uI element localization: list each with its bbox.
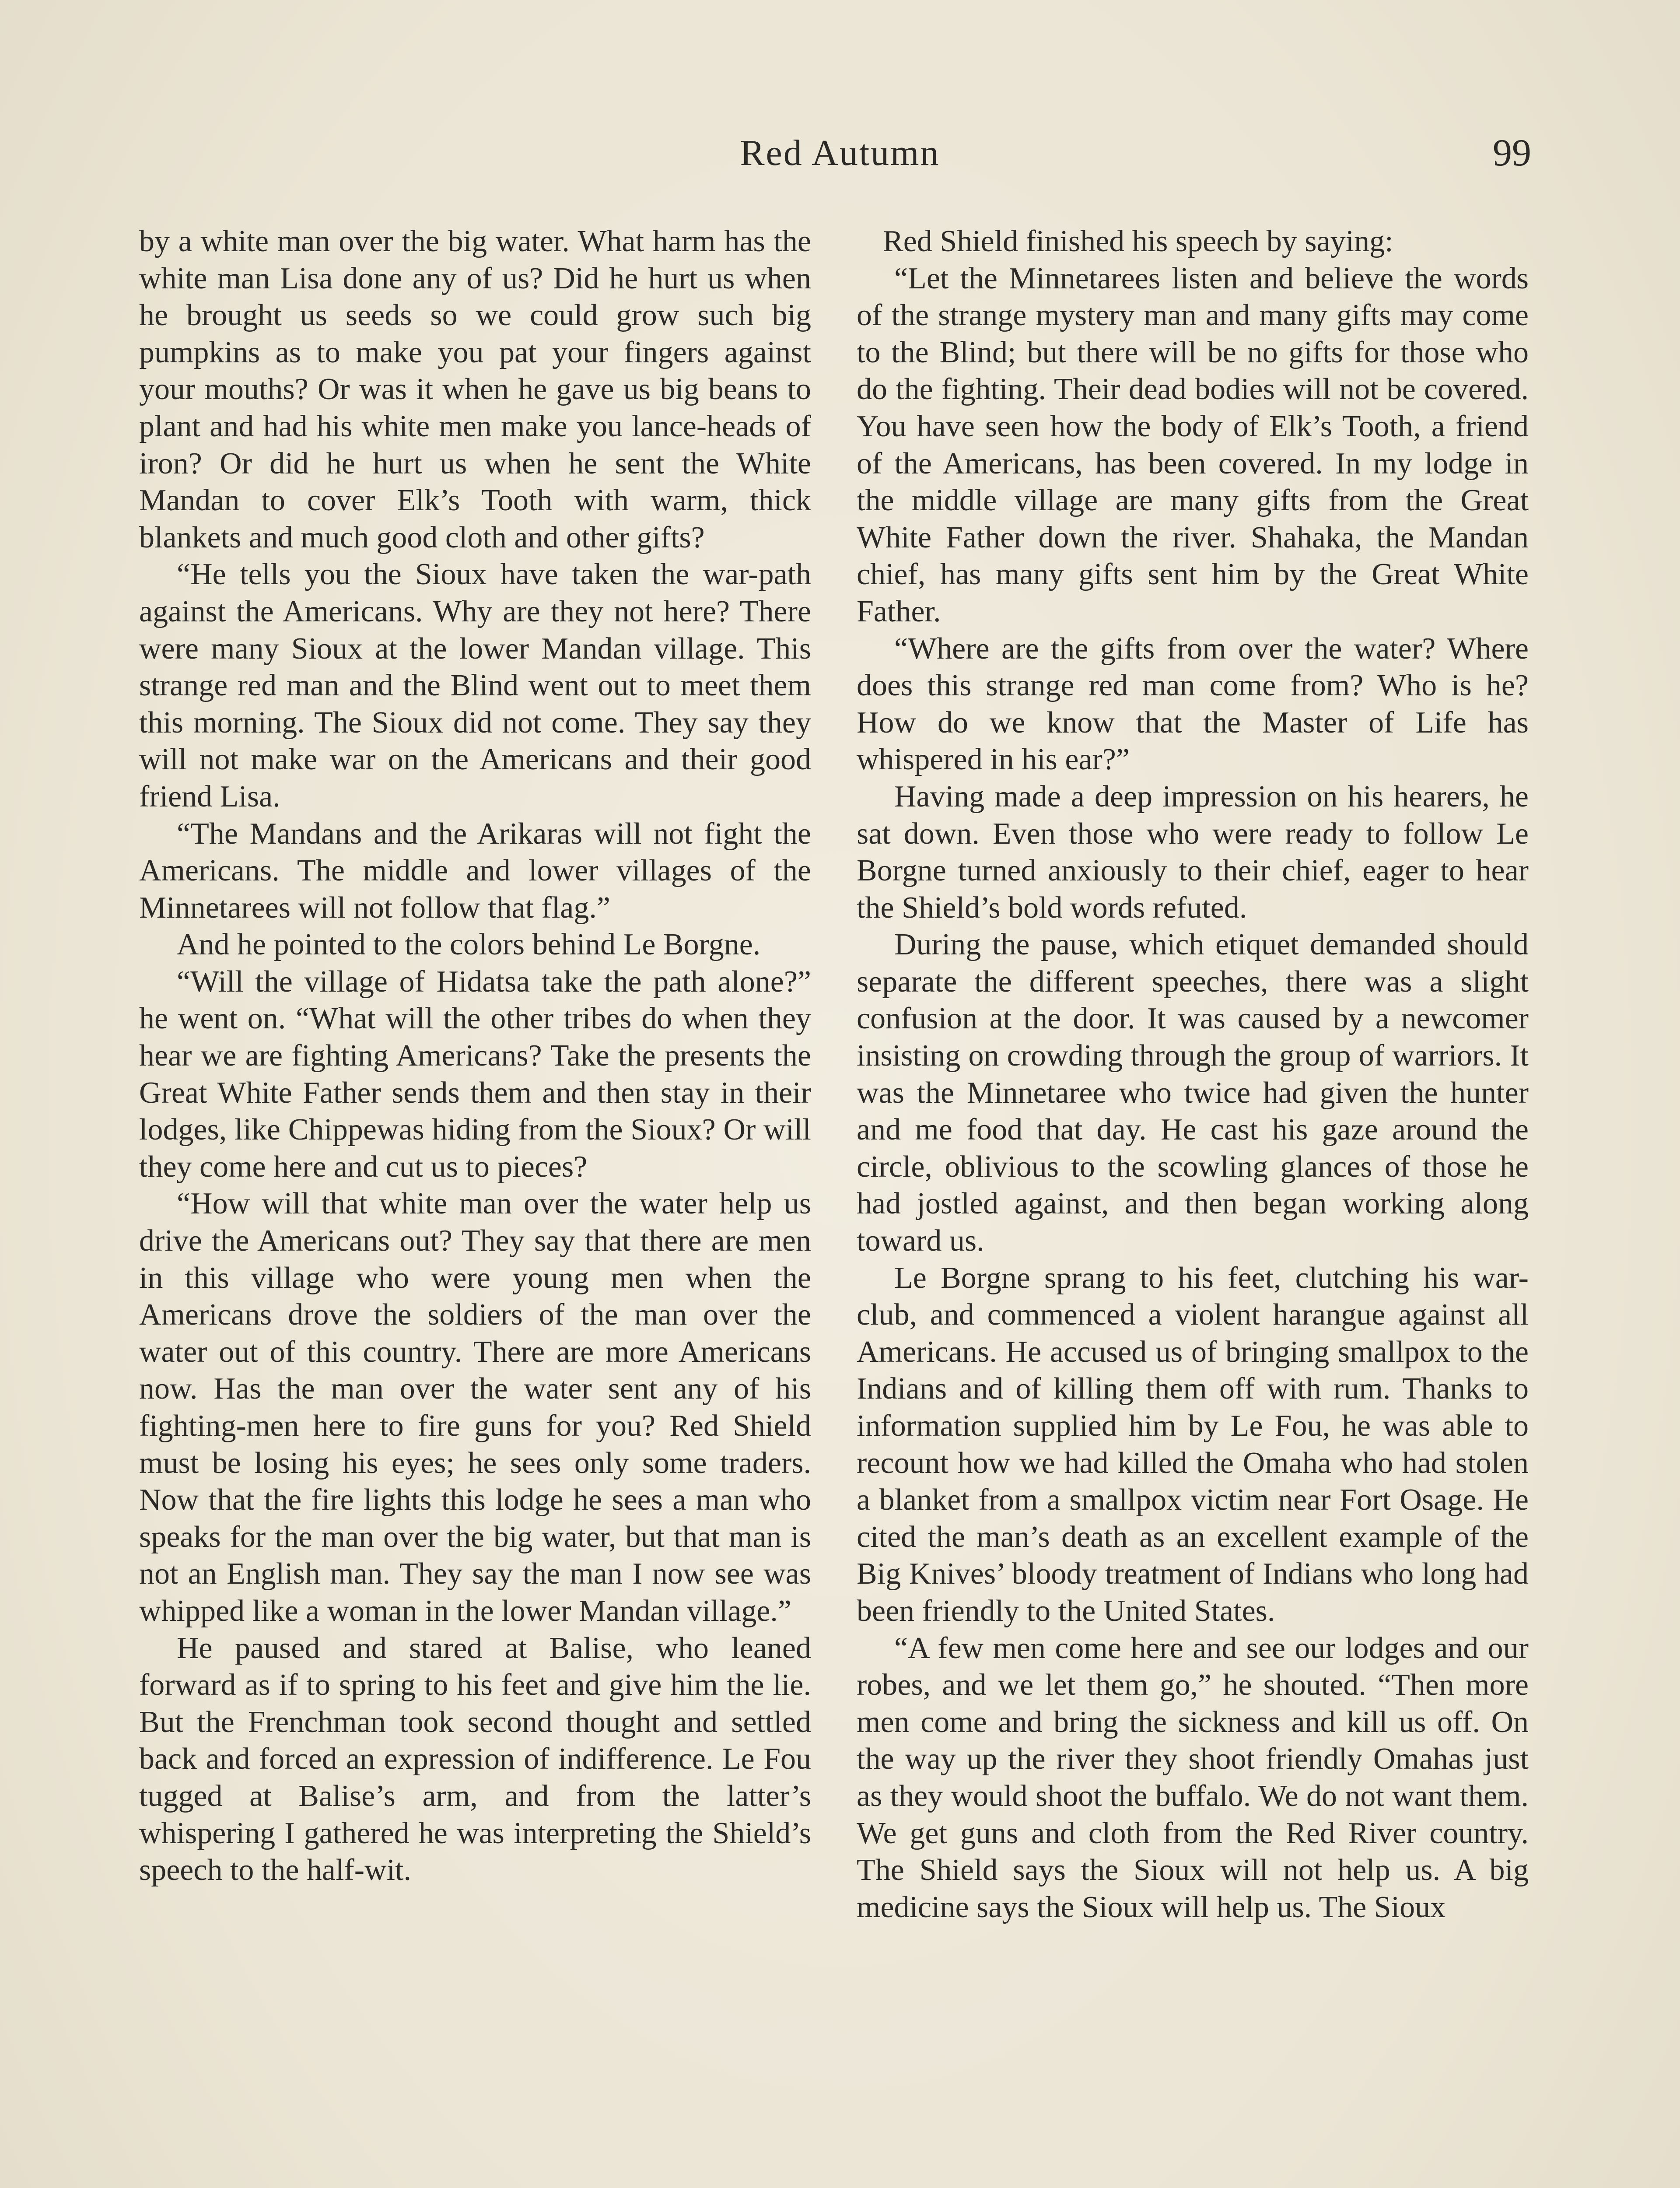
paragraph: He paused and stared at Balise, who leaned forward as if to spring to his feet and give him the lie. But the Frenchman took second thought and settled back and forced an expression of indifference. Le Fou tugged at Balise’s arm, and from the latter’s whispering I gathered he was interpreting the Shield’s speech to the half-wit. bbox=[139, 1631, 811, 1887]
paragraph: “Where are the gifts from over the water? Where does this strange red man come from? Who is he? How do we know that the Master of Life has whispered in his ear?” bbox=[857, 631, 1529, 777]
paragraph: “He tells you the Sioux have taken the war-path against the Americans. Why are they not here? There were many Sioux at the lower Mandan village. This strange red man and the Blind went out to meet them this morning. The Sioux did not come. They say they will not make war on the Americans and their good friend Lisa. bbox=[139, 558, 811, 813]
paragraph: Le Borgne sprang to his feet, clutching his war-club, and commenced a violent harangue against all Americans. He accused us of bringing smallpox to the Indians and of killing them off with rum. Thanks to information supplied him by Le Fou, he was able to recount how we had killed the Omaha who had stolen a blanket from a smallpox victim near Fort Osage. He cited the man’s death as an excellent example of the Big Knives’ bloody treatment of Indians who long had been friendly to the United States. bbox=[857, 1261, 1529, 1628]
paragraph: “How will that white man over the water help us drive the Americans out? They say that there are men in this village who were young men when the Americans drove the soldiers of the man over the water out of this country. There are more Americans now. Has the man over the water sent any of his fighting-men here to fire guns for you? Red Shield must be losing his eyes; he sees only some traders. Now that the fire lights this lodge he sees a man who speaks for the man over the big water, but that man is not an English man. They say the man I now see was whipped like a woman in the lower Mandan village.” bbox=[139, 1187, 811, 1628]
paragraph: During the pause, which etiquet demanded should separate the different speeches, there was a slight confusion at the door. It was caused by a newcomer insisting on crowding through the group of warriors. It was the Minnetaree who twice had given the hunter and me food that day. He cast his gaze around the circle, oblivious to the scowling glances of those he had jostled against, and then began working along toward us. bbox=[857, 928, 1529, 1258]
paragraph: And he pointed to the colors behind Le Borgne. bbox=[177, 928, 761, 962]
paragraph: “Let the Minnetarees listen and believe the words of the strange mystery man and many gifts may come to the Blind; but there will be no gifts for those who do the fighting. Their dead bodies will not be covered. You have seen how the body of Elk’s Tooth, a friend of the Americans, has been covered. In my lodge in the middle village are many gifts from the Great White Father down the river. Shahaka, the Mandan chief, has many gifts sent him by the Great White Father. bbox=[857, 261, 1529, 628]
right-text-column bbox=[857, 223, 1529, 1926]
paragraph: Having made a deep impression on his hearers, he sat down. Even those who were ready to follow Le Borgne turned anxiously to their chief, eager to hear the Shield’s bold words refuted. bbox=[857, 779, 1529, 925]
page-number: 99 bbox=[1493, 132, 1531, 174]
paragraph: Red Shield finished his speech by saying: bbox=[883, 224, 1393, 258]
running-header-title: Red Autumn bbox=[740, 133, 940, 173]
left-text-column bbox=[139, 223, 811, 1889]
paragraph: “A few men come here and see our lodges and our robes, and we let them go,” he shouted. “Then more men come and bring the sickness and kill us off. On the way up the river they shoot friendly Omahas just as they would shoot the buffalo. We do not want them. We get guns and cloth from the Red River country. The Shield says the Sioux will not help us. A big medicine says the Sioux will help us. The Sioux bbox=[857, 1631, 1529, 1924]
paragraph: by a white man over the big water. What harm has the white man Lisa done any of us? Did he hurt us when he brought us seeds so we could grow such big pumpkins as to make you pat your fingers against your mouths? Or was it when he gave us big beans to plant and had his white men make you lance-heads of iron? Or did he hurt us when he sent the White Mandan to cover Elk’s Tooth with warm, thick blankets and much good cloth and other gifts? bbox=[139, 224, 811, 554]
paragraph: “The Mandans and the Arikaras will not fight the Americans. The middle and lower villages of the Minnetarees will not follow that flag.” bbox=[139, 817, 811, 925]
paragraph: “Will the village of Hidatsa take the path alone?” he went on. “What will the other tribes do when they hear we are fighting Americans? Take the presents the Great White Father sends them and then stay in their lodges, like Chippewas hiding from the Sioux? Or will they come here and cut us to pieces? bbox=[139, 964, 811, 1184]
